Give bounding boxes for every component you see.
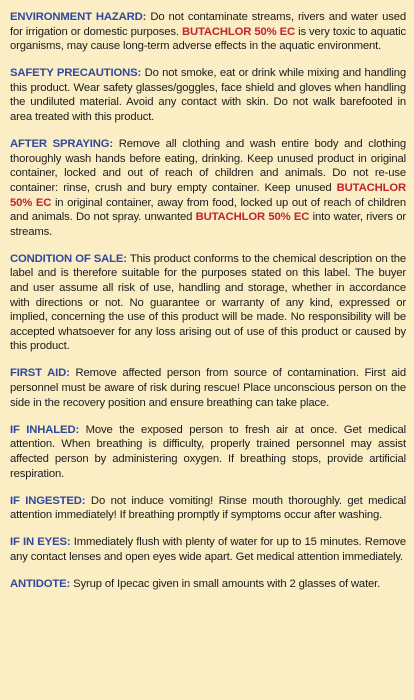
section-text: Syrup of Ipecac given in small amounts with 2 glasses of water. <box>70 578 381 590</box>
section-text: Move the exposed person to fresh air at once. Get medical attention. When breathing is difficulty, properly trained personnel may assist affected person by administering oxygen. If breathing stops, provide artificial respiration. <box>10 423 406 480</box>
product-name: BUTACHLOR 50% EC <box>10 181 406 209</box>
product-name: BUTACHLOR 50% EC <box>181 25 296 38</box>
section-heading: ENVIRONMENT HAZARD: <box>10 11 147 23</box>
section-text: Do not induce vomiting! Rinse mouth thoroughly. get medical attention immediately! If breathing promptly if symptoms occur after washing. <box>10 494 406 522</box>
section-heading: SAFETY PRECAUTIONS: <box>10 67 142 80</box>
section-text: into water, rivers or streams. <box>10 211 406 238</box>
section-if-ingested <box>10 494 406 523</box>
section-text: Do not smoke, eat or drink while mixing and handling this product. Wear safety glasses/goggles, face shield and gloves when handling the undiluted material. Avoid any contact with skin. Do not walk barefooted in area treated with this product. <box>10 67 406 124</box>
section-heading: ANTIDOTE: <box>10 578 71 590</box>
section-text: Do not contaminate streams, rivers and water used for irrigation or domestic purposes. <box>10 11 406 38</box>
section-if-in-eyes <box>10 535 406 564</box>
section-if-inhaled <box>10 423 406 481</box>
section-after-spraying <box>10 137 406 239</box>
section-environment-hazard <box>10 10 406 54</box>
section-condition-of-sale <box>10 252 406 354</box>
section-text: in original container, away from food, locked up out of reach of children and animals. Do not spray. unwanted <box>10 196 406 224</box>
section-antidote <box>10 577 406 592</box>
section-heading: AFTER SPRAYING: <box>10 138 114 151</box>
section-heading: CONDITION OF SALE: <box>10 252 127 265</box>
section-text: This product conforms to the chemical description on the label and is therefore suitable for the purposes stated on this label. The buyer and user assume all risk of use, handling and storage, whether in accordance with directions or not. No guarantee or warranty of any kind, expressed or implied, concerning the use of this product will be made. No responsibility will be accepted whatsoever for any loss arising out of use of this product or caused by this product. <box>10 252 406 353</box>
section-heading: IF INGESTED: <box>10 494 86 507</box>
section-first-aid <box>10 366 406 410</box>
section-text: Immediately flush with plenty of water for up to 15 minutes. Remove any contact lenses and open eyes wide apart. Get medical attention immediately. <box>10 536 406 563</box>
section-heading: IF IN EYES: <box>10 536 71 549</box>
section-heading: FIRST AID: <box>10 367 70 380</box>
section-text: is very toxic to aquatic organisms, may cause long-term adverse effects in the aquatic environment. <box>10 25 406 53</box>
section-safety-precautions <box>10 66 406 124</box>
section-text: Remove affected person from source of contamination. First aid personnel must be aware of risk during rescue! Place unconscious person on the side in the recovery position and ensure breathing can take place. <box>10 367 406 409</box>
section-text: Remove all clothing and wash entire body and clothing thoroughly wash hands before eating, drinking. Keep unused product in original container, locked and out of reach of children and animals. Do not re-use container: rinse, crush and bury empty container. Keep unused <box>10 138 406 194</box>
section-heading: IF INHALED: <box>10 423 80 436</box>
product-name: BUTACHLOR 50% EC <box>195 211 310 224</box>
